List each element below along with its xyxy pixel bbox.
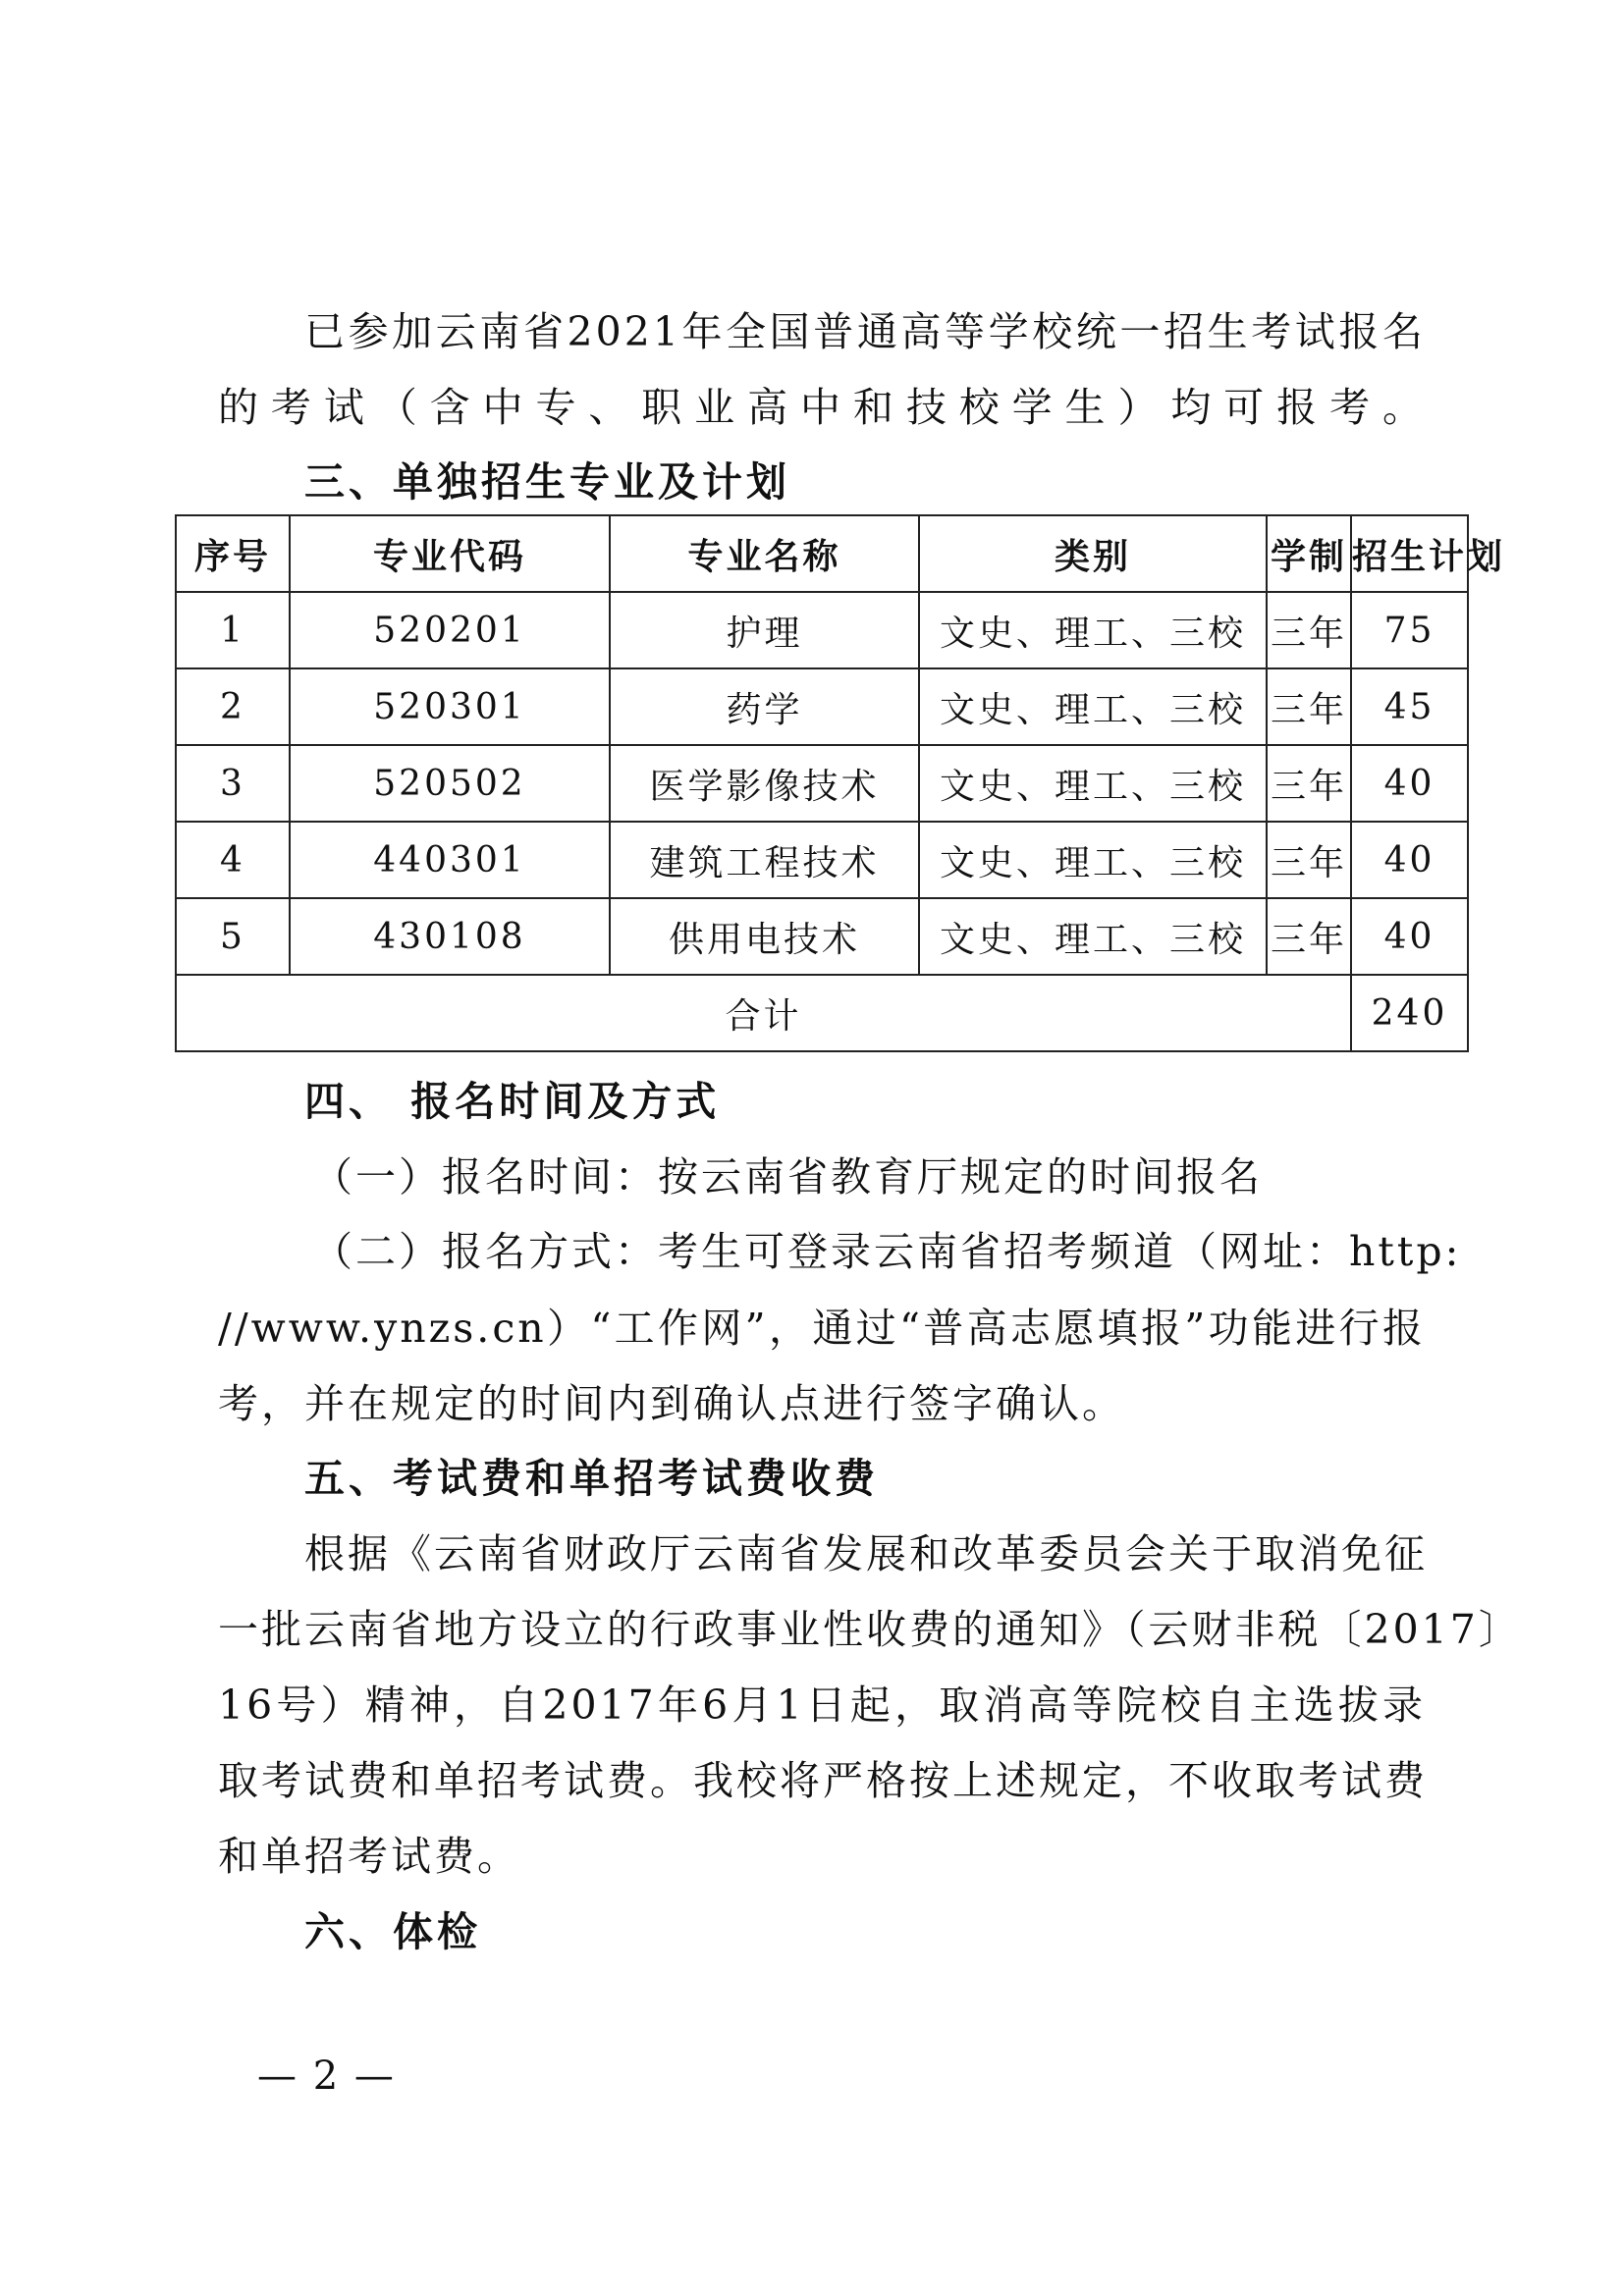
table-row bbox=[176, 668, 1468, 745]
table-row bbox=[176, 822, 1468, 898]
header-plan: 招生计划 bbox=[1351, 515, 1468, 592]
cell-seq: 3 bbox=[176, 745, 290, 822]
section-5-heading: 五、考试费和单招考试费收费 bbox=[304, 1455, 879, 1502]
header-name: 专业名称 bbox=[610, 515, 919, 592]
cell-code: 440301 bbox=[290, 822, 610, 898]
cell-name: 医学影像技术 bbox=[610, 745, 919, 822]
total-value: 240 bbox=[1351, 975, 1468, 1051]
cell-code: 520201 bbox=[290, 592, 610, 668]
cell-code: 430108 bbox=[290, 898, 610, 975]
enrollment-plan-table bbox=[175, 514, 1506, 1052]
cell-duration: 三年 bbox=[1267, 822, 1351, 898]
cell-duration: 三年 bbox=[1267, 745, 1351, 822]
section-3-heading: 三、单独招生专业及计划 bbox=[304, 458, 790, 506]
cell-name: 建筑工程技术 bbox=[610, 822, 919, 898]
cell-name: 供用电技术 bbox=[610, 898, 919, 975]
cell-plan: 40 bbox=[1351, 898, 1468, 975]
cell-seq: 4 bbox=[176, 822, 290, 898]
cell-duration: 三年 bbox=[1267, 668, 1351, 745]
table-row bbox=[176, 592, 1468, 668]
cell-code: 520301 bbox=[290, 668, 610, 745]
cell-category: 文史、理工、三校 bbox=[919, 592, 1267, 668]
header-duration: 学制 bbox=[1267, 515, 1351, 592]
total-label: 合计 bbox=[176, 975, 1351, 1051]
cell-category: 文史、理工、三校 bbox=[919, 745, 1267, 822]
cell-duration: 三年 bbox=[1267, 898, 1351, 975]
cell-name: 药学 bbox=[610, 668, 919, 745]
cell-seq: 5 bbox=[176, 898, 290, 975]
intro-line-1: 已参加云南省2021年全国普通高等学校统一招生考试报名 bbox=[304, 308, 1426, 355]
section-4-item-1: （一）报名时间：按云南省教育厅规定的时间报名 bbox=[312, 1153, 1263, 1201]
cell-plan: 45 bbox=[1351, 668, 1468, 745]
section-5-line-3: 16号）精神，自2017年6月1日起，取消高等院校自主选拔录 bbox=[218, 1682, 1426, 1729]
section-5-line-4: 取考试费和单招考试费。我校将严格按上述规定，不收取考试费 bbox=[218, 1757, 1428, 1804]
section-6-heading: 六、体检 bbox=[304, 1908, 481, 1955]
cell-plan: 75 bbox=[1351, 592, 1468, 668]
table-row bbox=[176, 898, 1468, 975]
cell-code: 520502 bbox=[290, 745, 610, 822]
section-4-item-2-line-3: 考，并在规定的时间内到确认点进行签字确认。 bbox=[218, 1380, 1125, 1427]
cell-name: 护理 bbox=[610, 592, 919, 668]
cell-duration: 三年 bbox=[1267, 592, 1351, 668]
cell-plan: 40 bbox=[1351, 745, 1468, 822]
cell-category: 文史、理工、三校 bbox=[919, 822, 1267, 898]
table-total-row bbox=[176, 975, 1468, 1051]
section-4-item-2-line-2: //www.ynzs.cn）“工作网”，通过“普高志愿填报”功能进行报 bbox=[218, 1305, 1426, 1352]
table-header-row bbox=[176, 515, 1468, 592]
section-4-item-2-line-1: （二）报名方式：考生可登录云南省招考频道（网址：http: bbox=[312, 1228, 1462, 1275]
section-5-line-1: 根据《云南省财政厅云南省发展和改革委员会关于取消免征 bbox=[304, 1530, 1428, 1577]
section-5-line-5: 和单招考试费。 bbox=[218, 1833, 520, 1880]
page-number: — 2 — bbox=[257, 2054, 396, 2099]
header-seq: 序号 bbox=[176, 515, 290, 592]
table-row bbox=[176, 745, 1468, 822]
section-4-heading: 四、 报名时间及方式 bbox=[304, 1078, 721, 1125]
cell-seq: 1 bbox=[176, 592, 290, 668]
header-category: 类别 bbox=[919, 515, 1267, 592]
cell-seq: 2 bbox=[176, 668, 290, 745]
cell-category: 文史、理工、三校 bbox=[919, 668, 1267, 745]
cell-category: 文史、理工、三校 bbox=[919, 898, 1267, 975]
cell-plan: 40 bbox=[1351, 822, 1468, 898]
section-5-line-2: 一批云南省地方设立的行政事业性收费的通知》（云财非税〔2017〕 bbox=[218, 1606, 1522, 1653]
intro-line-2: 的考试（含中专、职业高中和技校学生）均可报考。 bbox=[218, 384, 1426, 431]
header-code: 专业代码 bbox=[290, 515, 610, 592]
